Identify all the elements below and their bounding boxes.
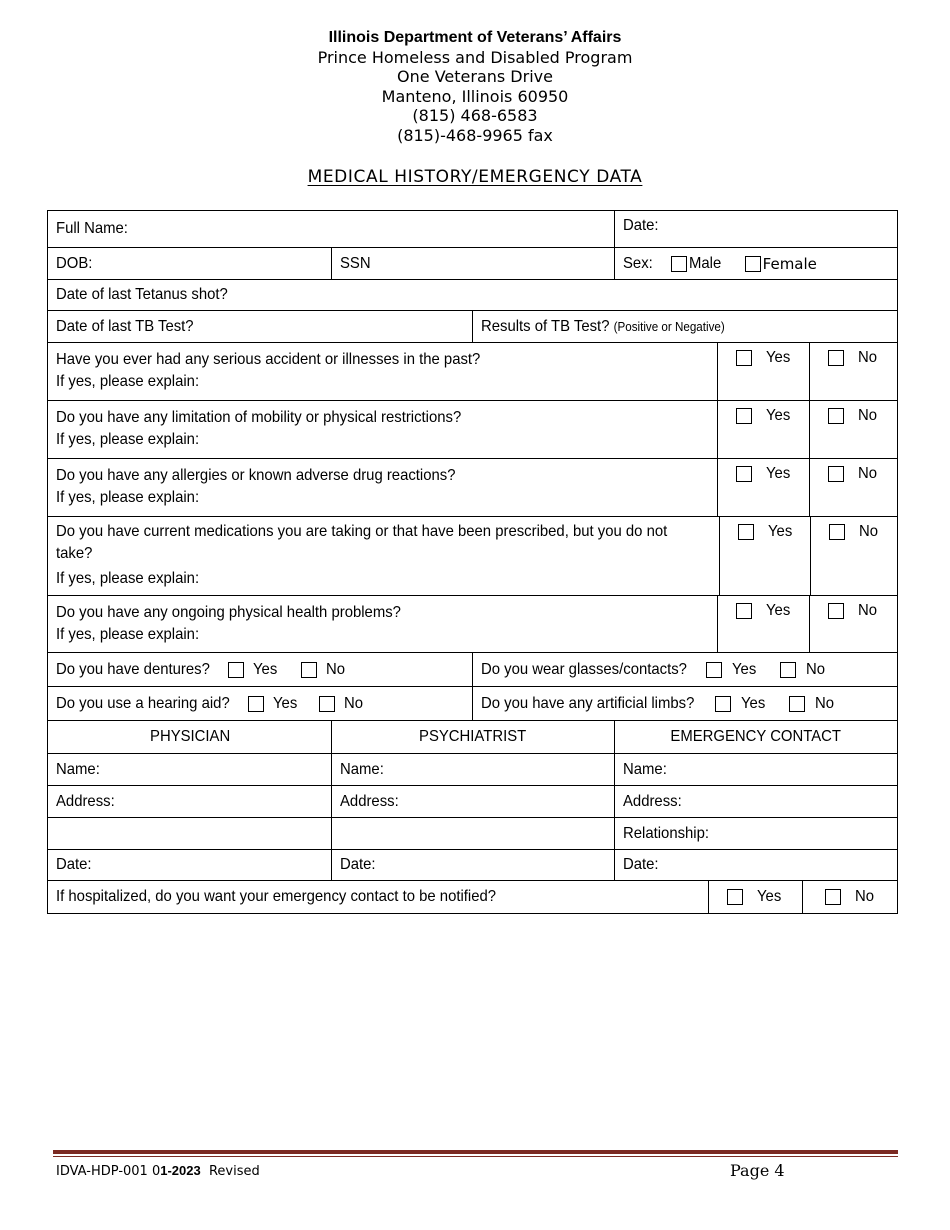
q3-yes-checkbox[interactable] [736,466,752,482]
psychiatrist-date-field[interactable]: Date: [331,850,613,880]
row-tb-test [48,310,897,342]
tetanus-field[interactable]: Date of last Tetanus shot? [56,286,228,303]
female-checkbox[interactable] [745,256,761,272]
psychiatrist-header: PSYCHIATRIST [331,721,613,753]
tb-test-date-field[interactable]: Date of last TB Test? [56,317,194,335]
row-contact-address [48,785,897,817]
agency-name: Illinois Department of Veterans’ Affairs [328,29,622,46]
physician-address-line2[interactable] [48,818,331,849]
question-physical-health: Do you have any ongoing physical health problems? If yes, please explain: Yes No [48,595,897,652]
emergency-relationship-field[interactable]: Relationship: [614,818,897,849]
row-name-date [48,211,897,247]
q4-no-checkbox[interactable] [829,524,845,540]
limbs-no-checkbox[interactable] [789,696,805,712]
q1-no-checkbox[interactable] [828,350,844,366]
q2-yes-checkbox[interactable] [736,408,752,424]
q3-no-checkbox[interactable] [828,466,844,482]
question-mobility: Do you have any limitation of mobility or physical restrictions? If yes, please explain: Yes No [48,400,897,458]
program-name: Prince Homeless and Disabled Program [317,47,633,67]
q5-yes-checkbox[interactable] [736,603,752,619]
q5-no-checkbox[interactable] [828,603,844,619]
row-dob-ssn-sex [48,247,897,279]
psychiatrist-name-field[interactable]: Name: [331,754,613,785]
glasses-field: Do you wear glasses/contacts? Yes No [472,653,897,686]
row-tetanus [48,279,897,310]
footer-divider-thin [53,1156,898,1157]
page-number: Page 4 [730,1161,785,1180]
date-field[interactable]: Date: [614,211,897,247]
hearing-no-checkbox[interactable] [319,696,335,712]
row-notify-emergency: If hospitalized, do you want your emergency contact to be notified? Yes No [48,880,897,913]
notify-yes-checkbox[interactable] [727,889,743,905]
row-hearing-limbs [48,686,897,720]
physician-address-field[interactable]: Address: [56,792,115,810]
dob-field[interactable]: DOB: [56,254,93,272]
form-revision-id: IDVA-HDP-001 01-2023 Revised [56,1163,260,1179]
limbs-field: Do you have any artificial limbs? Yes No [472,687,897,720]
glasses-yes-checkbox[interactable] [706,662,722,678]
emergency-address-field[interactable]: Address: [614,786,897,817]
physician-name-field[interactable]: Name: [56,760,100,778]
male-checkbox[interactable] [671,256,687,272]
q4-yes-checkbox[interactable] [738,524,754,540]
medical-history-form [47,210,898,914]
form-title: MEDICAL HISTORY/EMERGENCY DATA [307,167,643,187]
physician-date-field[interactable]: Date: [56,856,92,873]
question-serious-illness: Have you ever had any serious accident or illnesses in the past? If yes, please explain: Yes No [48,342,897,400]
sex-field: Sex: Male Female [614,248,897,279]
full-name-field[interactable]: Full Name: [56,220,128,237]
fax-number: (815)-468-9965 fax [397,125,553,145]
glasses-no-checkbox[interactable] [780,662,796,678]
ssn-field[interactable]: SSN [331,248,613,279]
emergency-contact-header: EMERGENCY CONTACT [614,721,897,753]
dentures-yes-checkbox[interactable] [228,662,244,678]
question-medications: Do you have current medications you are taking or that have been prescribed, but you do not take? If yes, please explain: Yes No [48,516,897,595]
tb-test-results-field[interactable]: Results of TB Test? (Positive or Negative) [472,311,897,342]
row-contact-headers [48,720,897,753]
limbs-yes-checkbox[interactable] [715,696,731,712]
row-contact-name [48,753,897,785]
letterhead [0,28,950,146]
question-allergies: Do you have any allergies or known adverse drug reactions? If yes, please explain: Yes No [48,458,897,516]
dentures-field: Do you have dentures? Yes No [56,660,346,678]
q2-no-checkbox[interactable] [828,408,844,424]
physician-header: PHYSICIAN [149,728,230,745]
psychiatrist-address-line2[interactable] [331,818,613,849]
row-contact-date [48,849,897,880]
row-dentures-glasses [48,652,897,686]
hearing-yes-checkbox[interactable] [248,696,264,712]
row-contact-relationship [48,817,897,849]
psychiatrist-address-field[interactable]: Address: [331,786,613,817]
footer-divider [53,1150,898,1154]
q1-yes-checkbox[interactable] [736,350,752,366]
phone-number: (815) 468-6583 [412,106,538,126]
city-address: Manteno, Illinois 60950 [381,86,569,106]
notify-no-checkbox[interactable] [825,889,841,905]
emergency-name-field[interactable]: Name: [614,754,897,785]
hearing-aid-field: Do you use a hearing aid? Yes No [56,694,364,712]
emergency-date-field[interactable]: Date: [614,850,897,880]
street-address: One Veterans Drive [397,67,553,87]
dentures-no-checkbox[interactable] [301,662,317,678]
